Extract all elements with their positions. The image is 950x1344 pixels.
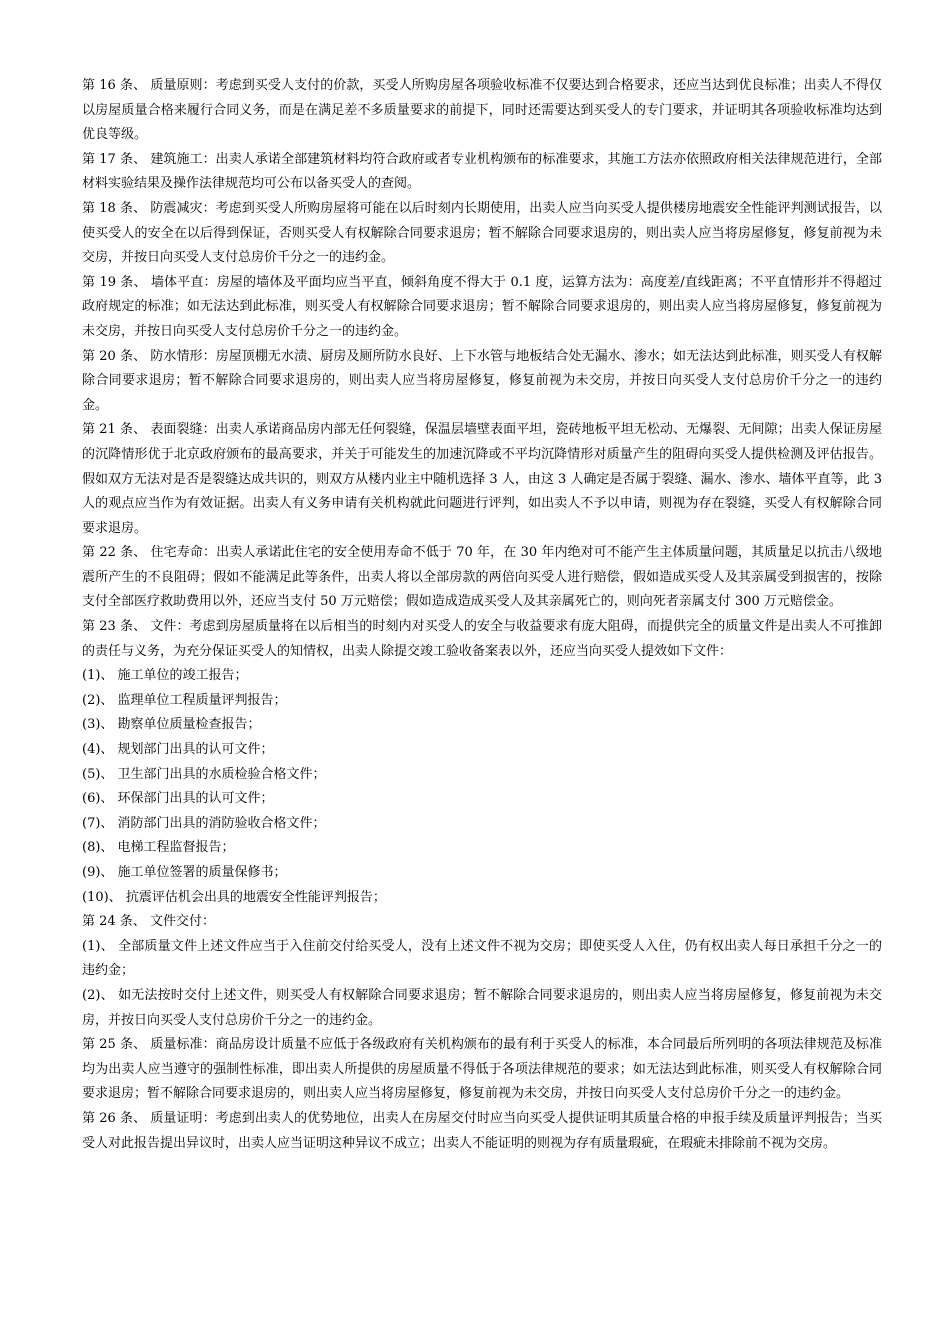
list-item: (10)、 抗震评估机会出具的地震安全性能评判报告； — [82, 889, 386, 905]
list-item: (2)、 监理单位工程质量评判报告； — [82, 692, 287, 708]
list-item: (3)、 勘察单位质量检查报告； — [82, 717, 261, 733]
list-item: (9)、 施工单位签署的质量保修书； — [82, 865, 287, 880]
list-item: (6)、 环保部门出具的认可文件； — [82, 791, 274, 807]
article-25: 第 25 条、 质量标准：商品房设计质量不应低于各级政府有关机构颁布的最有利于买受人的标准，本合同最后所列明的各项法律规范及标准均为出卖人应当遵守的强制性标准，即出卖人所提供的房屋质量不得低于各项法律规范的要求；如无法达到此标准，则买受人有权解除合同要求退房；暂不解除合同要求退房的，则出卖人应当将房屋修复，修复前视为未交房，并按日向买受人支付总房价千分之一的违约金。 — [82, 1037, 882, 1102]
article-21: 第 21 条、 表面裂缝：出卖人承诺商品房内部无任何裂缝，保温层墙壁表面平坦，瓷砖地板平坦无松动、无爆裂、无间隙；出卖人保证房屋的沉降情形优于北京政府颁布的最高要求，并关于可能发生的加速沉降或不平均沉降情形对质量产生的阻碍向买受人提供检测及评估报告。假如双方无法对是否是裂缝达成共识的，则双方从楼内业主中随机选择 3 人，由这 3 人确定是否属于裂缝、漏水、渗水、墙体平直等，此 3 人的观点应当作为有效证据。出卖人有义务申请有关机构就此问题进行评判，如出卖人不予以申请，则视为存在裂缝，买受人有权解除合同要求退房。 — [82, 422, 882, 536]
list-item: (1)、 全部质量文件上述文件应当于入住前交付给买受人，没有上述文件不视为交房；即使买受人入住，仍有权出卖人每日承担千分之一的违约金； — [82, 938, 882, 979]
article-23: 第 23 条、 文件：考虑到房屋质量将在以后相当的时刻内对买受人的安全与收益要求有庞大阻碍，而提供完全的质量文件是出卖人不可推卸的责任与义务，为充分保证买受人的知情权，出卖人除提交竣工验收备案表以外，还应当向买受人提效如下文件： — [82, 619, 882, 659]
list-item: (2)、 如无法按时交付上述文件，则买受人有权解除合同要求退房；暂不解除合同要求退房的，则出卖人应当将房屋修复，修复前视为未交房，并按日向买受人支付总房价千分之一的违约金。 — [82, 987, 882, 1028]
article-22: 第 22 条、 住宅寿命：出卖人承诺此住宅的安全使用寿命不低于 70 年，在 30 年内绝对可不能产生主体质量问题，其质量足以抗击八级地震所产生的不良阻碍；假如不能满足此等条件，出卖人将以全部房款的两倍向买受人进行赔偿，假如造成买受人及其亲属受到损害的，按除支付全部医疗救助费用以外，还应当支付 50 万元赔偿；假如造成造成买受人及其亲属死亡的，则向死者亲属支付 300 万元赔偿金。 — [82, 545, 882, 610]
list-item: (5)、 卫生部门出具的水质检验合格文件； — [82, 766, 326, 782]
article-17: 第 17 条、 建筑施工：出卖人承诺全部建筑材料均符合政府或者专业机构颁布的标准要求，其施工方法亦依照政府相关法律规范进行，全部材料实验结果及操作法律规范均可公布以备买受人的查阅。 — [82, 151, 882, 192]
list-item: (7)、 消防部门出具的消防验收合格文件； — [82, 815, 326, 831]
article-20: 第 20 条、 防水情形：房屋顶棚无水渍、厨房及厕所防水良好、上下水管与地板结合处无漏水、渗水；如无法达到此标准，则买受人有权解除合同要求退房；暂不解除合同要求退房的，则出卖人应当将房屋修复，修复前视为未交房，并按日向买受人支付总房价千分之一的违约金。 — [82, 348, 882, 413]
list-item: (8)、 电梯工程监督报告； — [82, 840, 235, 856]
document-body — [82, 74, 882, 1156]
list-item: (4)、 规划部门出具的认可文件； — [82, 742, 274, 758]
article-18: 第 18 条、 防震减灾：考虑到买受人所购房屋将可能在以后时刻内长期使用，出卖人应当向买受人提供楼房地震安全性能评判测试报告，以使买受人的安全在以后得到保证，否则买受人有权解除合同要求退房；暂不解除合同要求退房的，则出卖人应当将房屋修复，修复前视为未交房，并按日向买受人支付总房价千分之一的违约金。 — [82, 200, 882, 266]
article-24: 第 24 条、 文件交付： — [82, 914, 215, 930]
list-item: (1)、 施工单位的竣工报告； — [82, 668, 248, 684]
article-19: 第 19 条、 墙体平直：房屋的墙体及平面均应当平直，倾斜角度不得大于 0.1 度，运算方法为：高度差/直线距离；不平直情形并不得超过政府规定的标准；如无法达到此标准，则买受人有权解除合同要求退房；暂不解除合同要求退房的，则出卖人应当将房屋修复，修复前视为未交房，并按日向买受人支付总房价千分之一的违约金。 — [82, 274, 882, 339]
article-26: 第 26 条、 质量证明：考虑到出卖人的优势地位，出卖人在房屋交付时应当向买受人提供证明其质量合格的申报手续及质量评判报告；当买受人对此报告提出异议时，出卖人应当证明这种异议不成立；出卖人不能证明的则视为存有质量瑕疵，在瑕疵未排除前不视为交房。 — [82, 1110, 882, 1151]
article-16: 第 16 条、 质量原则：考虑到买受人支付的价款，买受人所购房屋各项验收标准不仅要达到合格要求，还应当达到优良标准；出卖人不得仅以房屋质量合格来履行合同义务，而是在满足差不多质量要求的前提下，同时还需要达到买受人的专门要求，并证明其各项验收标准均达到优良等级。 — [82, 78, 882, 143]
